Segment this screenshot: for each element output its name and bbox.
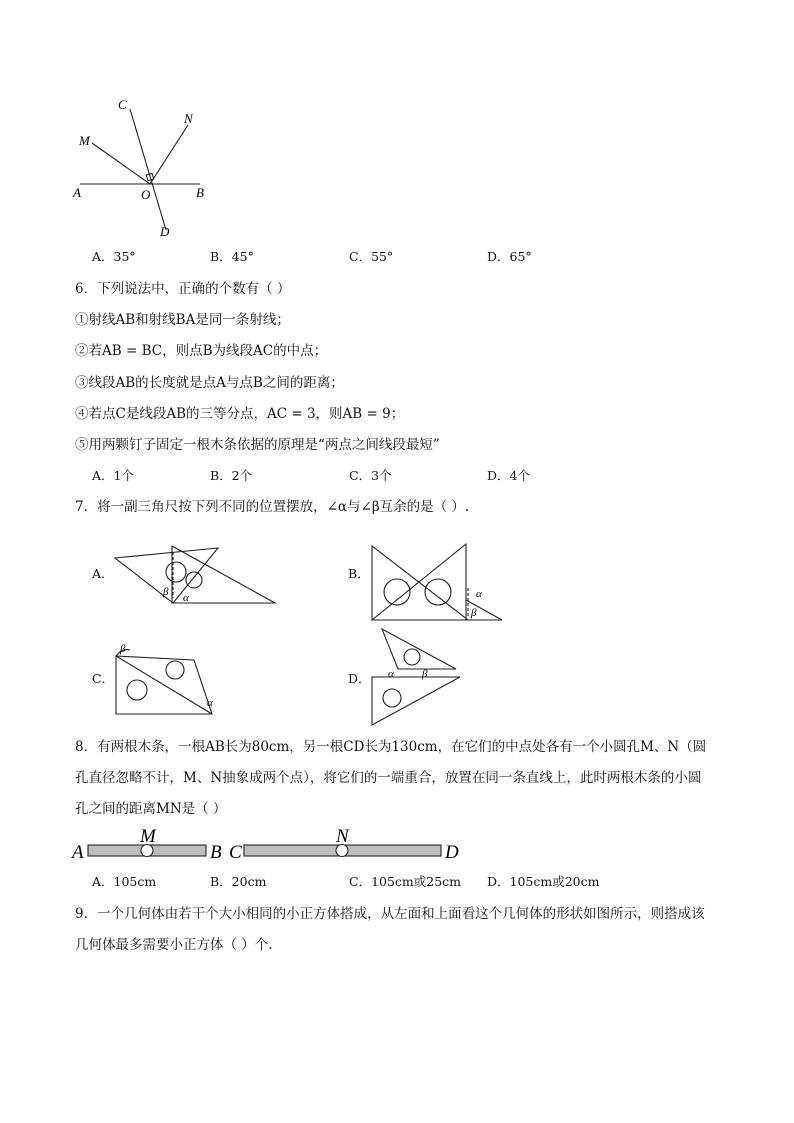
q6-item-5: ⑤用两颗钉子固定一根木条依据的原理是“两点之间线段最短” — [75, 437, 440, 453]
q5-option-a: A．35° — [92, 249, 136, 264]
angle-figure — [70, 95, 220, 245]
q8-line-3: 孔之间的距离MN是（ ） — [75, 801, 227, 817]
q7-option-c-label: C． — [92, 671, 115, 686]
label-n: N — [184, 111, 193, 126]
q7-figure-a — [110, 538, 280, 610]
label-c: C — [118, 97, 127, 112]
q7-stem: 7．将一副三角尺按下列不同的位置摆放，∠α与∠β互余的是（ ）. — [75, 499, 470, 515]
label-o: O — [141, 187, 151, 202]
q9-line-1: 9．一个几何体由若干个大小相同的小正方体搭成，从左面和上面看这个几何体的形状如图所示，则搭成该 — [75, 906, 705, 922]
q8-option-c: C．105cm或25cm — [349, 874, 462, 889]
alpha-label-b: α — [476, 588, 482, 600]
label-m: M — [79, 133, 90, 148]
q7-figure-d — [368, 625, 468, 730]
q7-figure-b — [368, 540, 508, 622]
alpha-label-d: α — [388, 668, 394, 680]
sticks-figure — [70, 826, 470, 866]
label-d: D — [160, 224, 170, 239]
q9-line-2: 几何体最多需要小正方体（ ）个. — [75, 937, 273, 953]
q7-figure-c — [112, 640, 222, 718]
q5-option-c: C．55° — [349, 249, 394, 264]
ray-om — [92, 143, 150, 184]
q6-item-2: ②若AB = BC，则点B为线段AC的中点； — [75, 343, 328, 359]
q7-option-d-label: D． — [348, 671, 371, 686]
q6-option-d: D．4个 — [487, 468, 530, 483]
q8-option-a: A．105cm — [92, 874, 157, 889]
q6-option-b: B．2个 — [210, 468, 253, 483]
label-b: B — [196, 185, 204, 200]
stick-label-c: C — [229, 842, 242, 863]
line-cd — [130, 109, 166, 230]
stick-label-a: A — [72, 842, 84, 863]
beta-label: α — [183, 592, 189, 604]
alpha-label-c: α — [207, 697, 213, 709]
stick-label-d: D — [445, 842, 459, 863]
q6-option-a: A．1个 — [92, 468, 134, 483]
q8-option-d: D．105cm或20cm — [487, 874, 600, 889]
q7-option-b-label: B． — [348, 566, 370, 581]
q6-stem: 6．下列说法中，正确的个数有（ ） — [75, 281, 291, 297]
q5-option-d: D．65° — [487, 249, 532, 264]
q6-item-3: ③线段AB的长度就是点A与点B之间的距离； — [75, 375, 344, 391]
q8-option-b: B．20cm — [210, 874, 267, 889]
q6-item-4: ④若点C是线段AB的三等分点，AC = 3，则AB = 9； — [75, 406, 405, 422]
q6-item-1: ①射线AB和射线BA是同一条射线； — [75, 312, 290, 328]
stick-label-b: B — [210, 842, 222, 863]
q8-line-2: 孔直径忽略不计，M、N抽象成两个点），将它们的一端重合，放置在同一条直线上，此时两根木条的小圆 — [75, 770, 702, 786]
q6-option-c: C．3个 — [349, 468, 392, 483]
stick-label-m: M — [140, 826, 156, 847]
q7-option-a-label: A． — [92, 566, 114, 581]
stick-label-n: N — [336, 826, 349, 847]
q5-option-b: B．45° — [210, 249, 254, 264]
ray-on — [150, 125, 188, 184]
beta-label-b: β — [471, 607, 477, 619]
beta-label-d: β — [422, 668, 428, 680]
q8-line-1: 8．有两根木条，一根AB长为80cm，另一根CD长为130cm，在它们的中点处各有一个小圆孔M、N（圆 — [75, 739, 707, 755]
label-a: A — [73, 185, 81, 200]
beta-label-c: β — [120, 643, 126, 655]
alpha-label: β — [163, 586, 169, 598]
